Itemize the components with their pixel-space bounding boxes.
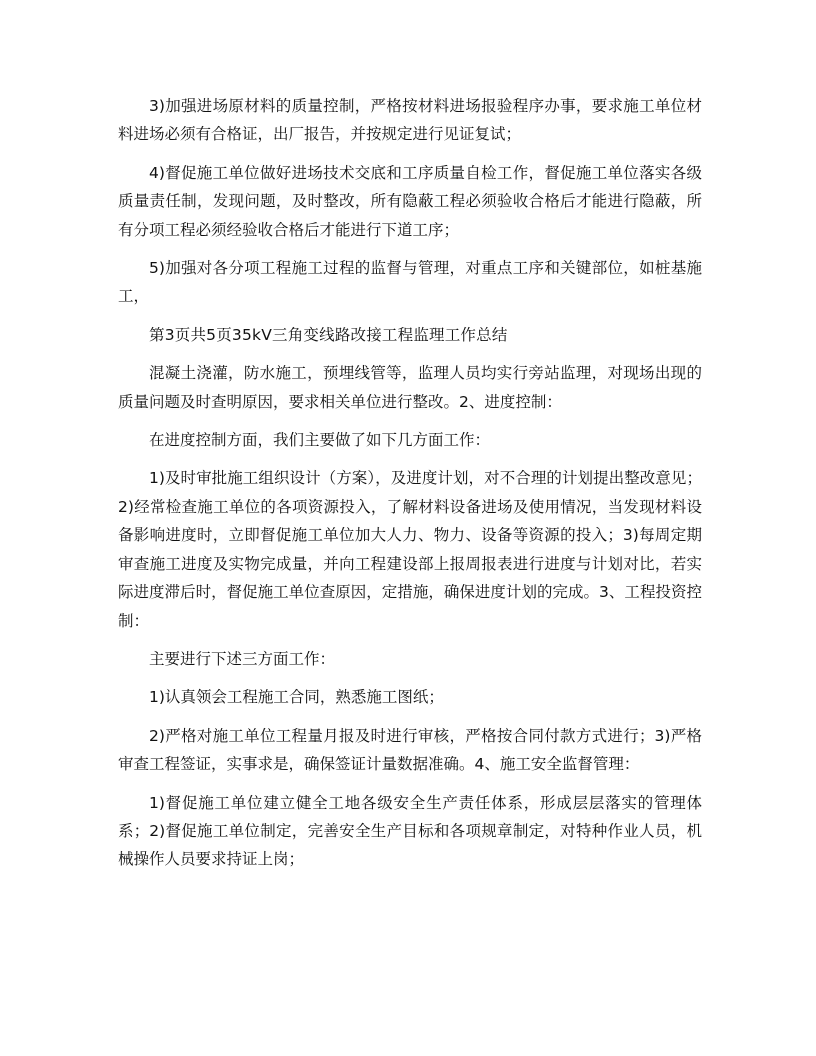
paragraph-progress-items: 1)及时审批施工组织设计（方案），及进度计划，对不合理的计划提出整改意见；2)经常检查施工单位的各项资源投入，了解材料设备进场及使用情况，当发现材料设备影响进度时，立即督促施工单位加大人力、物力、设备等资源的投入；3)每周定期审查施工进度及实物完成量，并向工程建设部上报周报表进行进度与计划对比，若实际进度滞后时，督促施工单位查原因，定措施，确保进度计划的完成。3、工程投资控制：	[118, 469, 702, 630]
paragraph-safety-management: 1)督促施工单位建立健全工地各级安全生产责任体系，形成层层落实的管理体系；2)督促施工单位制定，完善安全生产目标和各项规章制定，对特种作业人员，机械操作人员要求持证上岗；	[118, 793, 702, 869]
paragraph-concrete-pouring: 混凝土浇灌，防水施工，预埋线管等，监理人员均实行旁站监理，对现场出现的质量问题及时查明原因，要求相关单位进行整改。2、进度控制：	[118, 364, 702, 411]
paragraph-progress-intro: 在进度控制方面，我们主要做了如下几方面工作：	[149, 431, 491, 450]
paragraph-investment-intro: 主要进行下述三方面工作：	[149, 649, 336, 668]
paragraph-technical-briefing: 4)督促施工单位做好进场技术交底和工序质量自检工作，督促施工单位落实各级质量责任制，发现问题，及时整改，所有隐蔽工程必须验收合格后才能进行隐蔽，所有分项工程必须经验收合格后才能进行下道工序；	[118, 163, 702, 239]
paragraph-process-supervision: 5)加强对各分项工程施工过程的监督与管理，对重点工序和关键部位，如桩基施工，	[118, 259, 702, 306]
page-footer-title: 第3页共5页35kV三角变线路改接工程监理工作总结	[149, 325, 508, 344]
paragraph-contract-review: 1)认真领会工程施工合同，熟悉施工图纸；	[149, 688, 444, 707]
paragraph-material-control: 3)加强进场原材料的质量控制，严格按材料进场报验程序办事，要求施工单位材料进场必须有合格证，出厂报告，并按规定进行见证复试；	[118, 97, 702, 144]
document-body	[118, 92, 702, 884]
paragraph-quantity-review: 2)严格对施工单位工程量月报及时进行审核，严格按合同付款方式进行；3)严格审查工程签证，实事求是，确保签证计量数据准确。4、施工安全监督管理：	[118, 726, 702, 774]
